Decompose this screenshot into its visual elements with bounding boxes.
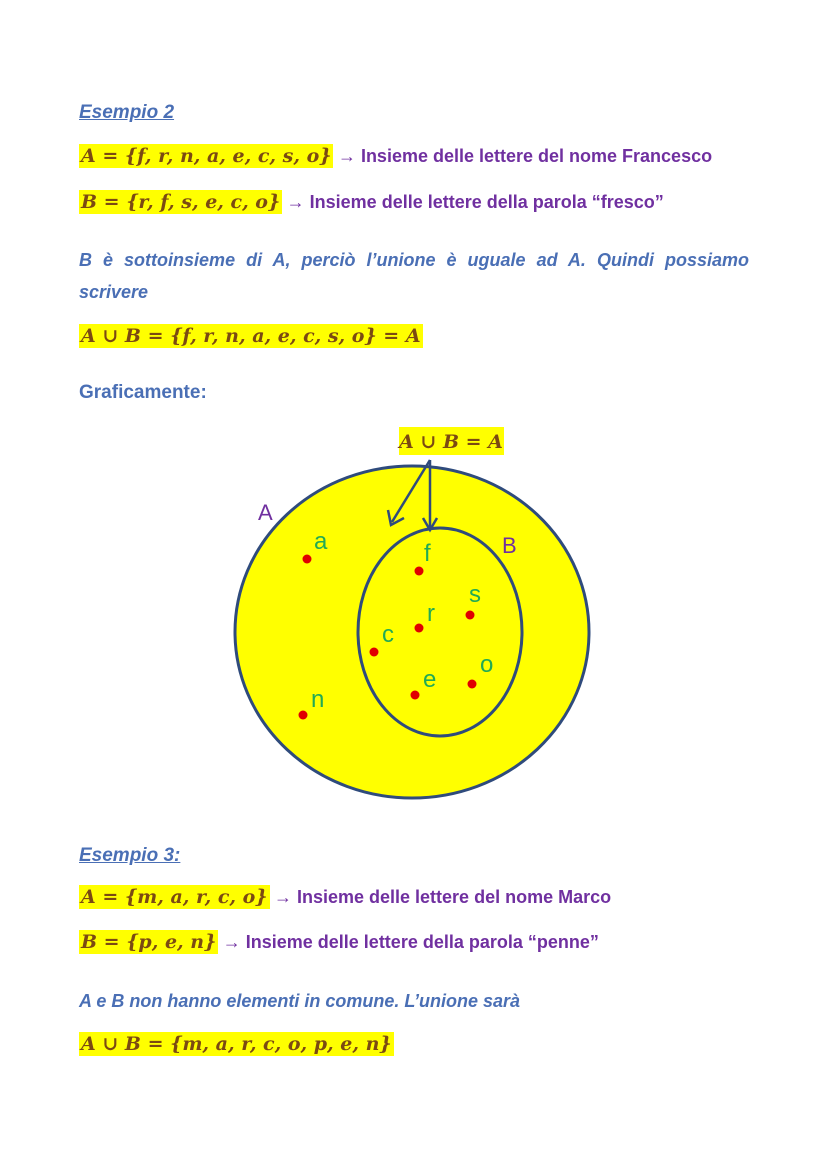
element-dot [411, 691, 420, 700]
example2-setA-math: A = {f, r, n, a, e, c, s, o} [81, 145, 332, 167]
example3-explanation: A e B non hanno elementi in comune. L’unione sarà [79, 991, 521, 1011]
example3-setB-line [79, 931, 599, 953]
example3-setB-math: B = {p, e, n} [81, 931, 217, 953]
example3-union-math: A ∪ B = {m, a, r, c, o, p, e, n} [81, 1033, 392, 1055]
element-letter: o [480, 651, 494, 678]
element-letter: c [382, 621, 394, 648]
example3-setA-description: → Insieme delle lettere del nome Marco [273, 887, 612, 907]
example2-heading: Esempio 2 [79, 102, 175, 123]
element-dot [299, 711, 308, 720]
element-letter: e [423, 666, 437, 693]
setA-label: A [258, 500, 273, 525]
example3-heading: Esempio 3: [79, 845, 181, 866]
element-letter: n [311, 686, 325, 713]
element-letter: a [314, 528, 328, 555]
example3-union-line [79, 1033, 394, 1055]
example2-setB-math: B = {r, f, s, e, c, o} [81, 191, 281, 213]
element-dot [466, 611, 475, 620]
element-dot [415, 624, 424, 633]
example2-setA-description: → Insieme delle lettere del nome Francesco [337, 146, 713, 166]
element-letter: f [424, 540, 431, 567]
element-letter: s [469, 581, 481, 608]
example3-setB-description: → Insieme delle lettere della parola “penne” [222, 932, 599, 952]
element-letter: r [427, 600, 435, 627]
example2-setB-description: → Insieme delle lettere della parola “fresco” [286, 192, 664, 212]
graphic-label: Graficamente: [79, 382, 207, 403]
example3-setA-line [79, 886, 611, 908]
example2-union-math: A ∪ B = {f, r, n, a, e, c, s, o} = A [81, 325, 421, 347]
element-dot [415, 567, 424, 576]
setB-label: B [502, 533, 517, 558]
element-dot [468, 680, 477, 689]
element-dot [370, 648, 379, 657]
diagram-title: A ∪ B = A [399, 431, 503, 453]
element-dot [303, 555, 312, 564]
example2-explanation: B è sottoinsieme di A, perciò l’unione è uguale ad A. Quindi possiamo scrivere [79, 250, 749, 302]
example3-setA-math: A = {m, a, r, c, o} [81, 886, 268, 908]
